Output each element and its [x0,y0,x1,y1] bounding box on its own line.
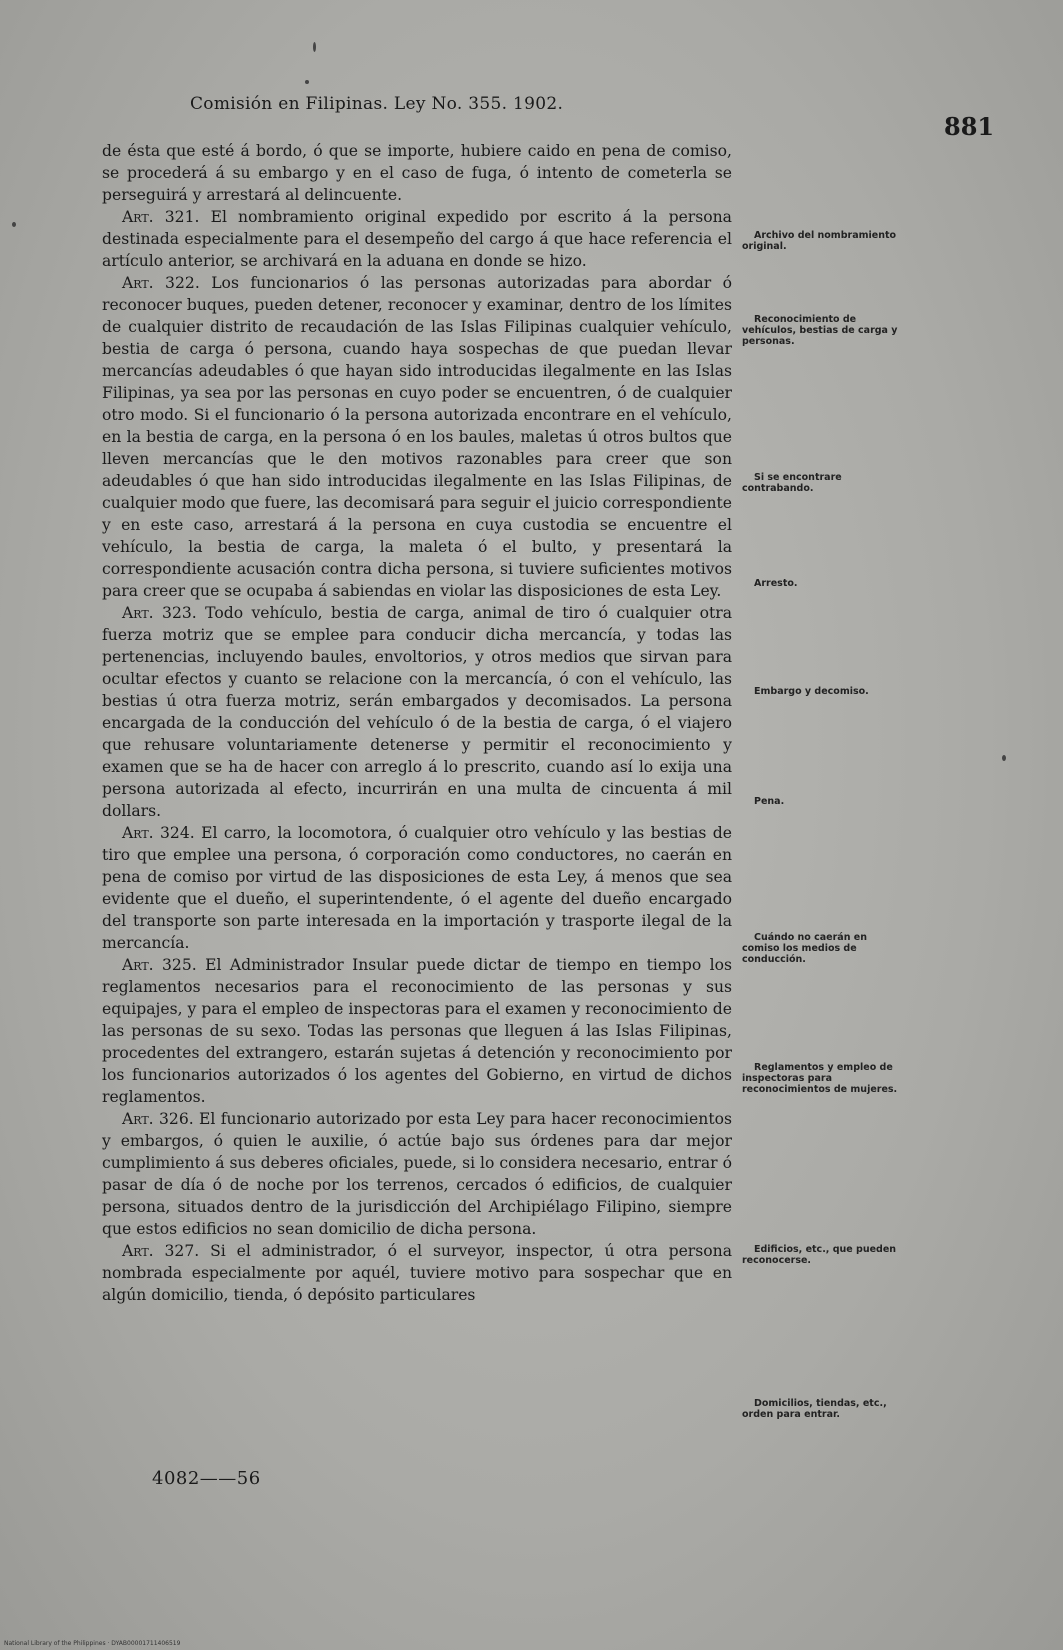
scan-speck [12,222,16,227]
margin-note: Reglamentos y empleo de inspectoras para reconocimientos de mujeres. [742,1062,898,1095]
paragraph-text: Los funcionarios ó las personas autorizadas para abordar ó reconocer buques, pueden detener, reconocer y examinar, dentro de los límites de cualquier distrito de recaudación de las Islas Filipinas cualquier vehículo, bestia de carga ó persona, cuando haya sospechas de que puedan llevar mercancías adeudables ó que hayan sido introducidas ilegalmente en las Islas Filipinas, ya sea por las personas en cuyo poder se encuentren, ó de cualquier otro modo. Si el funcionario ó la persona autorizada encontrare en el vehículo, en la bestia de carga, en la persona ó en los baules, maletas ú otros bultos que lleven mercancías que le den motivos razonables para creer que son adeudables ó que han sido introducidas ilegalmente en las Islas Filipinas, de cualquier modo que fuere, las decomisará para seguir el juicio correspondiente y en este caso, arrestará á la persona en cuya custodia se encuentre el vehículo, la bestia de carga, la maleta ó el bulto, y presentará la correspondiente acusación contra dicha persona, si tuviere suficientes motivos para creer que se ocupaba á sabiendas en violar las disposiciones de esta Ley. [102,274,732,600]
paragraph-text: El nombramiento original expedido por escrito á la persona destinada especialmente para el desempeño del cargo á que hace referencia el artículo anterior, se archivará en la aduana en donde se hizo. [102,208,732,270]
margin-note: Pena. [754,796,785,807]
scan-speck [305,80,309,84]
signature-mark: 4082——56 [152,1468,261,1489]
margin-note: Embargo y decomiso. [754,686,869,697]
paragraph-text: Todo vehículo, bestia de carga, animal de tiro ó cualquier otra fuerza motriz que se emplee para conducir dicha mercancía, y todas las pertenencias, incluyendo baules, envoltorios, y otros medios que sirvan para ocultar efectos y cuanto se relacione con la mercancía, ó con el vehículo, las bestias ú otra fuerza motriz, serán embargados y decomisados. La persona encargada de la conducción del vehículo ó de la bestia de carga, ó el viajero que rehusare voluntariamente detenerse y permitir el reconocimiento y examen que se ha de hacer con arreglo á lo prescrito, cuando así lo exija una persona autorizada al efecto, incurrirán en una multa de cincuenta á mil dollars. [102,604,732,820]
paragraph-continuation [102,140,732,206]
page-number: 881 [944,112,995,141]
article-heading: Art. 323. [122,604,197,622]
scan-speck [1002,755,1006,761]
article-heading: Art. 325. [122,956,197,974]
paragraph-text: El Administrador Insular puede dictar de tiempo en tiempo los reglamentos necesarios para el reconocimiento de las personas y sus equipajes, y para el empleo de inspectoras para el examen y reconocimiento de las personas de su sexo. Todas las personas que lleguen á las Islas Filipinas, procedentes del extrangero, estarán sujetas á detención y reconocimiento por los funcionarios autorizados ó los agentes del Gobierno, en virtud de dichos reglamentos. [102,956,732,1106]
article-heading: Art. 327. [122,1242,200,1260]
article-heading: Art. 326. [122,1110,194,1128]
margin-note: Arresto. [754,578,798,589]
running-title: Comisión en Filipinas. Ley No. 355. 1902. [190,94,564,114]
paragraph-text: El carro, la locomotora, ó cualquier otro vehículo y las bestias de tiro que emplee una persona, ó corporación como conductores, no caerán en pena de comiso por virtud de las disposiciones de esta Ley, á menos que sea evidente que el dueño, el superintendente, ó el agente del dueño encargado del transporte son parte interesada en la importación y trasporte ilegal de la mercancía. [102,824,732,952]
article-heading: Art. 321. [122,208,200,226]
margin-note: Archivo del nombramiento original. [742,230,897,252]
paragraph-text: de ésta que esté á bordo, ó que se importe, hubiere caido en pena de comiso, se procederá á su embargo y en el caso de fuga, ó intento de cometerla se perseguirá y arrestará al delincuente. [102,142,732,204]
article-322 [102,272,732,602]
paragraph-text: Si el administrador, ó el surveyor, inspector, ú otra persona nombrada especialmente por aquél, tuviere motivo para sospechar que en algún domicilio, tienda, ó depósito particulares [102,1242,732,1304]
margin-note: Si se encontrare contrabando. [742,472,842,494]
margin-note: Edificios, etc., que pueden reconocerse. [742,1244,897,1266]
article-327 [102,1240,732,1306]
article-326 [102,1108,732,1240]
article-heading: Art. 322. [122,274,200,292]
article-321 [102,206,732,272]
body-text [102,140,732,1306]
scan-speck [313,42,316,52]
article-323 [102,602,732,822]
margin-note: Reconocimiento de vehículos, bestias de carga y personas. [742,314,898,347]
article-heading: Art. 324. [122,824,195,842]
margin-note: Domicilios, tiendas, etc., orden para entrar. [742,1398,887,1420]
article-325 [102,954,732,1108]
article-324 [102,822,732,954]
paragraph-text: El funcionario autorizado por esta Ley para hacer reconocimientos y embargos, ó quien le auxilie, ó actúe bajo sus órdenes para dar mejor cumplimiento á sus deberes oficiales, puede, si lo considera necesario, entrar ó pasar de día ó de noche por los terrenos, cercados ó edificios, de cualquier persona, situados dentro de la jurisdicción del Archipiélago Filipino, siempre que estos edificios no sean domicilio de dicha persona. [102,1110,732,1238]
margin-note: Cuándo no caerán en comiso los medios de conducción. [742,932,867,965]
footer-text: National Library of the Philippines · DYAB00001711406519 [4,1640,181,1647]
